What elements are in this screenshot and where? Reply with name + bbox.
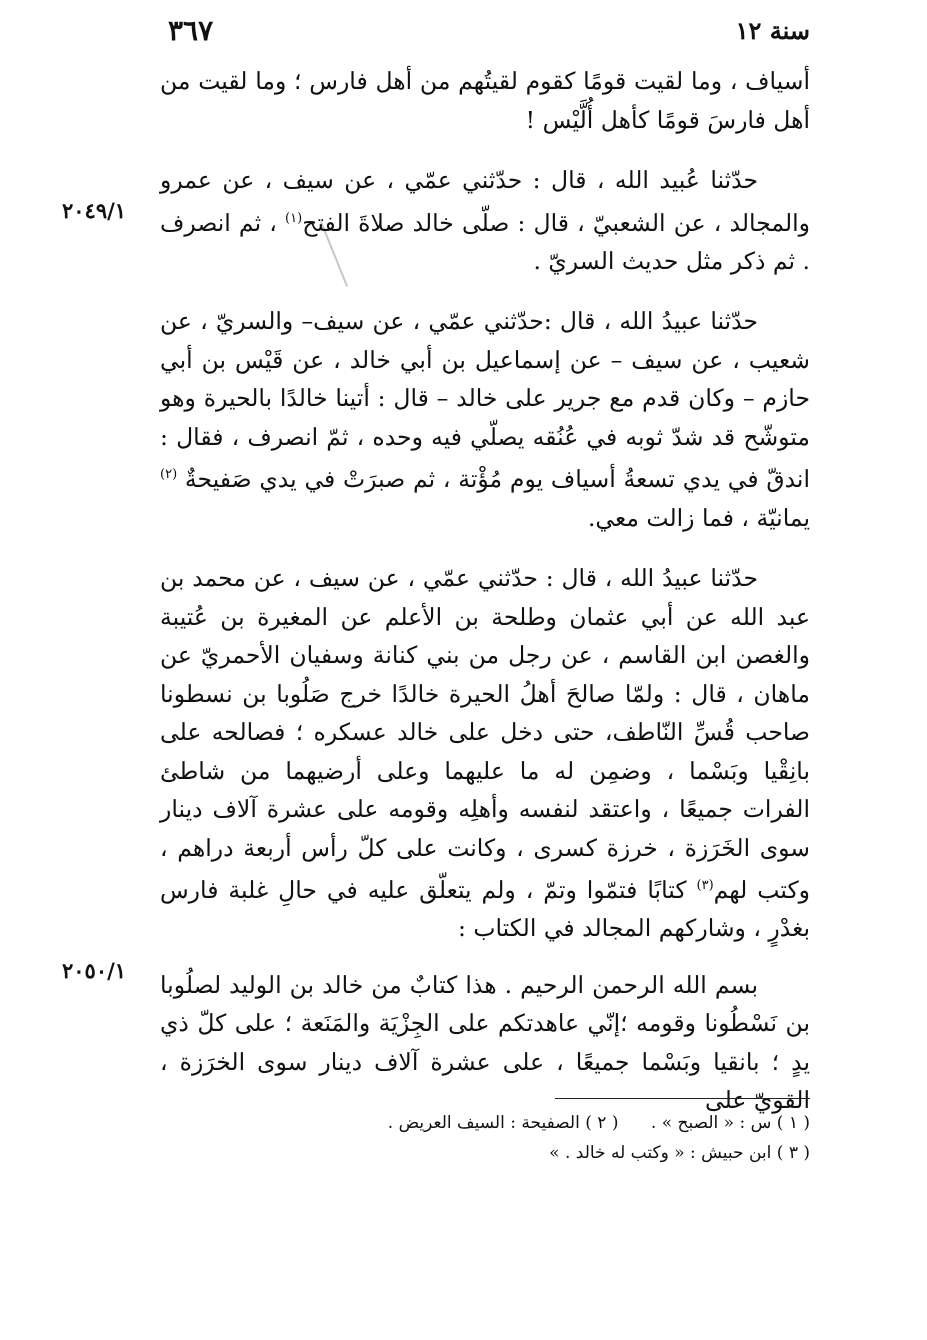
paragraph-3-text-a: حدّثنا عبيدُ الله ، قال :حدّثني عمّي ، عن سيف– والسريّ ، عن شعيب ، عن سيف – عن إسماعيل بن أبي خالد ، عن قَيْس بن أبي حازم – وكان قدم مع جرير على خالد – قال : أتينا خالدًا بالحيرة وهو متوشّح قد شدّ ثوبه في عُنُقه يصلّي فيه وحده ، ثمّ انصرف ، فقال : اندقّ في يدي تسعةُ أسياف يوم مُؤْتة ، ثم صبرَتْ في يدي صَفيحةٌ (160, 307, 810, 494)
footnotes (160, 1100, 810, 1168)
margin-reference-2: ٢٠٥٠/١ (62, 958, 127, 983)
paragraph-1: أسياف ، وما لقيت قومًا كقوم لقيتُهم من أهل فارس ؛ وما لقيت من أهل فارسَ قومًا كأهل أُلَّيْس ! (160, 67, 810, 134)
paragraph-4-text-a: حدّثنا عبيدُ الله ، قال : حدّثني عمّي ، عن سيف ، عن محمد بن عبد الله عن أبي عثمان وطلحة بن الأعلم عن المغيرة بن عُتيبة والغصن ابن القاسم ، عن رجل من بني كنانة وسفيان الأحمريّ عن ماهان ، قال : ولمّا صالحَ أهلُ الحيرة خالدًا خرج صَلُوبا بن نسطونا صاحب قُسِّ النّاطف، حتى دخل على خالد عسكره ؛ فصالحه على بانِقْيا وبَسْما ، وضمِن له ما عليهما وعلى أرضيهما من شاطئ الفرات جميعًا ، واعتقد لنفسه وأهلِه وقومه على عشرة آلاف دينار سوى الخَرَزة ، خرزة كسرى ، وكانت على كلّ رأس أربعة دراهم ، وكتب لهم (160, 564, 810, 904)
page-number: ٣٦٧ (168, 14, 214, 47)
footnote-line-2 (160, 1138, 810, 1168)
page-header (160, 14, 810, 54)
paragraph-3-text-b: يمانيّة ، فما زالت معي. (587, 503, 810, 532)
paragraph-5: بسم الله الرحمن الرحيم . هذا كتابٌ من خالد بن الوليد لصلُوبا بن نَسْطُونا وقومه ؛إنّي عاهدتكم على الجِزْيَة والمَنَعة ؛ على كلّ ذي يدٍ ؛ بانقيا وبَسْما جميعًا ، على عشرة آلاف دينار سوى الخرَزة ، القويّ على (160, 970, 810, 1115)
paragraph-4-text-b: كتابًا فتمّوا وتمّ ، ولم يتعلّق عليه في حالِ غلبة فارس بغدْرٍ ، وشاركهم المجالد في الكتاب : (160, 875, 810, 943)
margin-reference-1: ٢٠٤٩/١ (62, 198, 127, 223)
paragraph-gap (160, 139, 810, 161)
footnote-2: ( ٢ ) الصفيحة : السيف العريض . (387, 1113, 619, 1133)
paragraph-2-text-a: حدّثنا عُبيد الله ، قال : حدّثني عمّي ، عن سيف ، عن عمرو والمجالد ، عن الشعبيّ ، قال : صلّى خالد صلاةَ الفتح (160, 166, 810, 237)
footnote-separator (555, 1098, 810, 1099)
footnote-marker-2: (٢) (160, 467, 178, 483)
main-text (160, 62, 810, 1120)
footnote-marker-1: (١) (285, 210, 303, 226)
paragraph-2 (160, 161, 810, 280)
footnote-3: ( ٣ ) ابن حبيش : « وكتب له خالد . » (549, 1143, 810, 1163)
paragraph-gap (160, 537, 810, 559)
paragraph-gap (160, 280, 810, 302)
paragraph-4 (160, 559, 810, 948)
paragraph-2-text-b: ، ثم انصرف . ثم ذكر مثل حديث السريّ . (160, 208, 810, 275)
paragraph-3 (160, 302, 810, 537)
running-head-year: سنة ١٢ (735, 16, 810, 45)
paragraph-gap (160, 948, 810, 966)
footnote-1: ( ١ ) س : « الصبح » . (650, 1113, 810, 1133)
footnote-marker-3: (٣) (696, 878, 714, 894)
footnote-line-1 (160, 1108, 810, 1138)
